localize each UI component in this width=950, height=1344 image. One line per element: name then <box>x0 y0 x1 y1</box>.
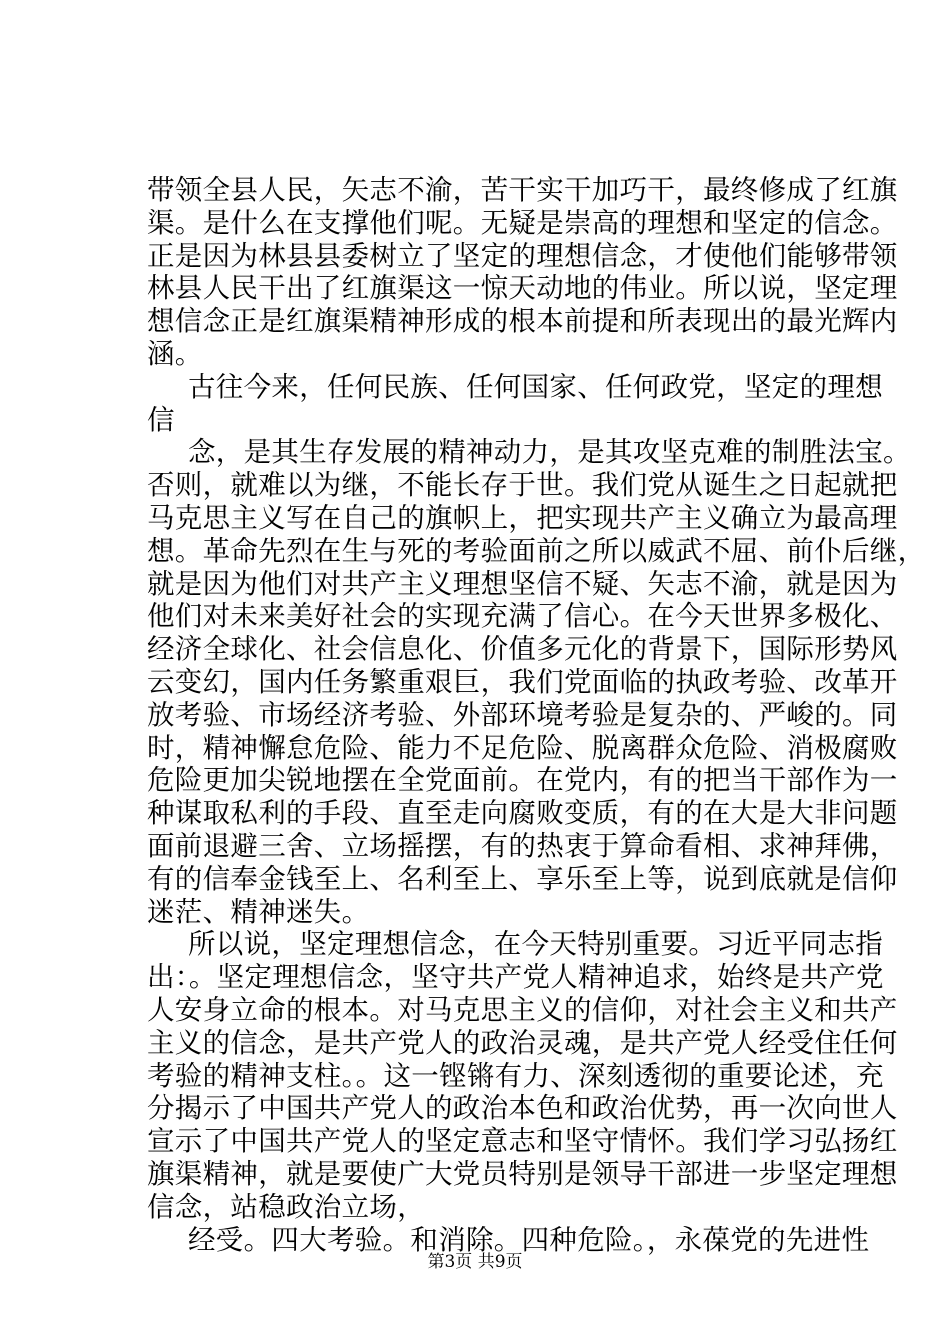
text-line: 带领全县人民，矢志不渝，苦干实干加巧干，最终修成了红旗 <box>147 174 898 206</box>
text-line: 就是因为他们对共产主义理想坚信不疑、矢志不渝，就是因为 <box>147 567 898 600</box>
text-line: 想。革命先烈在生与死的考验面前之所以威武不屈、前仆后继， <box>147 534 926 567</box>
text-line: 林县人民干出了红旗渠这一惊天动地的伟业。所以说，坚定理 <box>147 272 898 305</box>
text-line: 分揭示了中国共产党人的政治本色和政治优势，再一次向世人 <box>147 1092 898 1125</box>
page-footer: 第3页 共9页 <box>427 1252 523 1272</box>
text-line: 想信念正是红旗渠精神形成的根本前提和所表现出的最光辉内 <box>147 305 898 338</box>
body-text <box>147 174 926 1256</box>
text-line: 主义的信念，是共产党人的政治灵魂，是共产党人经受住任何 <box>147 1026 898 1059</box>
text-line: 云变幻，国内任务繁重艰巨，我们党面临的执政考验、改革开 <box>147 665 898 698</box>
text-line: 信 <box>147 403 175 436</box>
text-line: 人安身立命的根本。对马克思主义的信仰，对社会主义和共产 <box>147 993 898 1026</box>
text-line: 他们对未来美好社会的实现充满了信心。在今天世界多极化、 <box>147 600 898 633</box>
text-line: 危险更加尖锐地摆在全党面前。在党内，有的把当干部作为一 <box>147 764 898 797</box>
text-line: 所以说，坚定理想信念，在今天特别重要。习近平同志指 <box>188 928 883 961</box>
text-line: 念，是其生存发展的精神动力，是其攻坚克难的制胜法宝。 <box>188 436 911 469</box>
text-line: 有的信奉金钱至上、名利至上、享乐至上等，说到底就是信仰 <box>147 862 898 895</box>
text-line: 渠。是什么在支撑他们呢。无疑是崇高的理想和坚定的信念。 <box>147 206 898 239</box>
text-line: 否则，就难以为继，不能长存于世。我们党从诞生之日起就把 <box>147 469 898 502</box>
text-line: 经济全球化、社会信息化、价值多元化的背景下，国际形势风 <box>147 633 898 666</box>
text-line: 古往今来，任何民族、任何国家、任何政党，坚定的理想 <box>188 370 883 403</box>
text-line: 旗渠精神，就是要使广大党员特别是领导干部进一步坚定理想 <box>147 1157 898 1190</box>
text-line: 放考验、市场经济考验、外部环境考验是复杂的、严峻的。同 <box>147 698 898 731</box>
text-line: 迷茫、精神迷失。 <box>147 895 370 928</box>
text-line: 信念，站稳政治立场， <box>147 1190 425 1223</box>
text-line: 涵。 <box>147 337 203 370</box>
text-line: 时，精神懈怠危险、能力不足危险、脱离群众危险、消极腐败 <box>147 731 898 764</box>
text-line: 经受。四大考验。和消除。四种危险。，永葆党的先进性 <box>188 1223 870 1256</box>
text-line: 出：。坚定理想信念，坚守共产党人精神追求，始终是共产党 <box>147 961 884 994</box>
text-line: 种谋取私利的手段、直至走向腐败变质，有的在大是大非问题 <box>147 797 898 830</box>
text-line: 正是因为林县县委树立了坚定的理想信念，才使他们能够带领 <box>147 239 898 272</box>
text-line: 马克思主义写在自己的旗帜上，把实现共产主义确立为最高理 <box>147 501 898 534</box>
text-line: 宣示了中国共产党人的坚定意志和坚守情怀。我们学习弘扬红 <box>147 1125 898 1158</box>
text-line: 面前退避三舍、立场摇摆，有的热衷于算命看相、求神拜佛， <box>147 829 898 862</box>
text-line: 考验的精神支柱。。这一铿锵有力、深刻透彻的重要论述，充 <box>147 1059 884 1092</box>
